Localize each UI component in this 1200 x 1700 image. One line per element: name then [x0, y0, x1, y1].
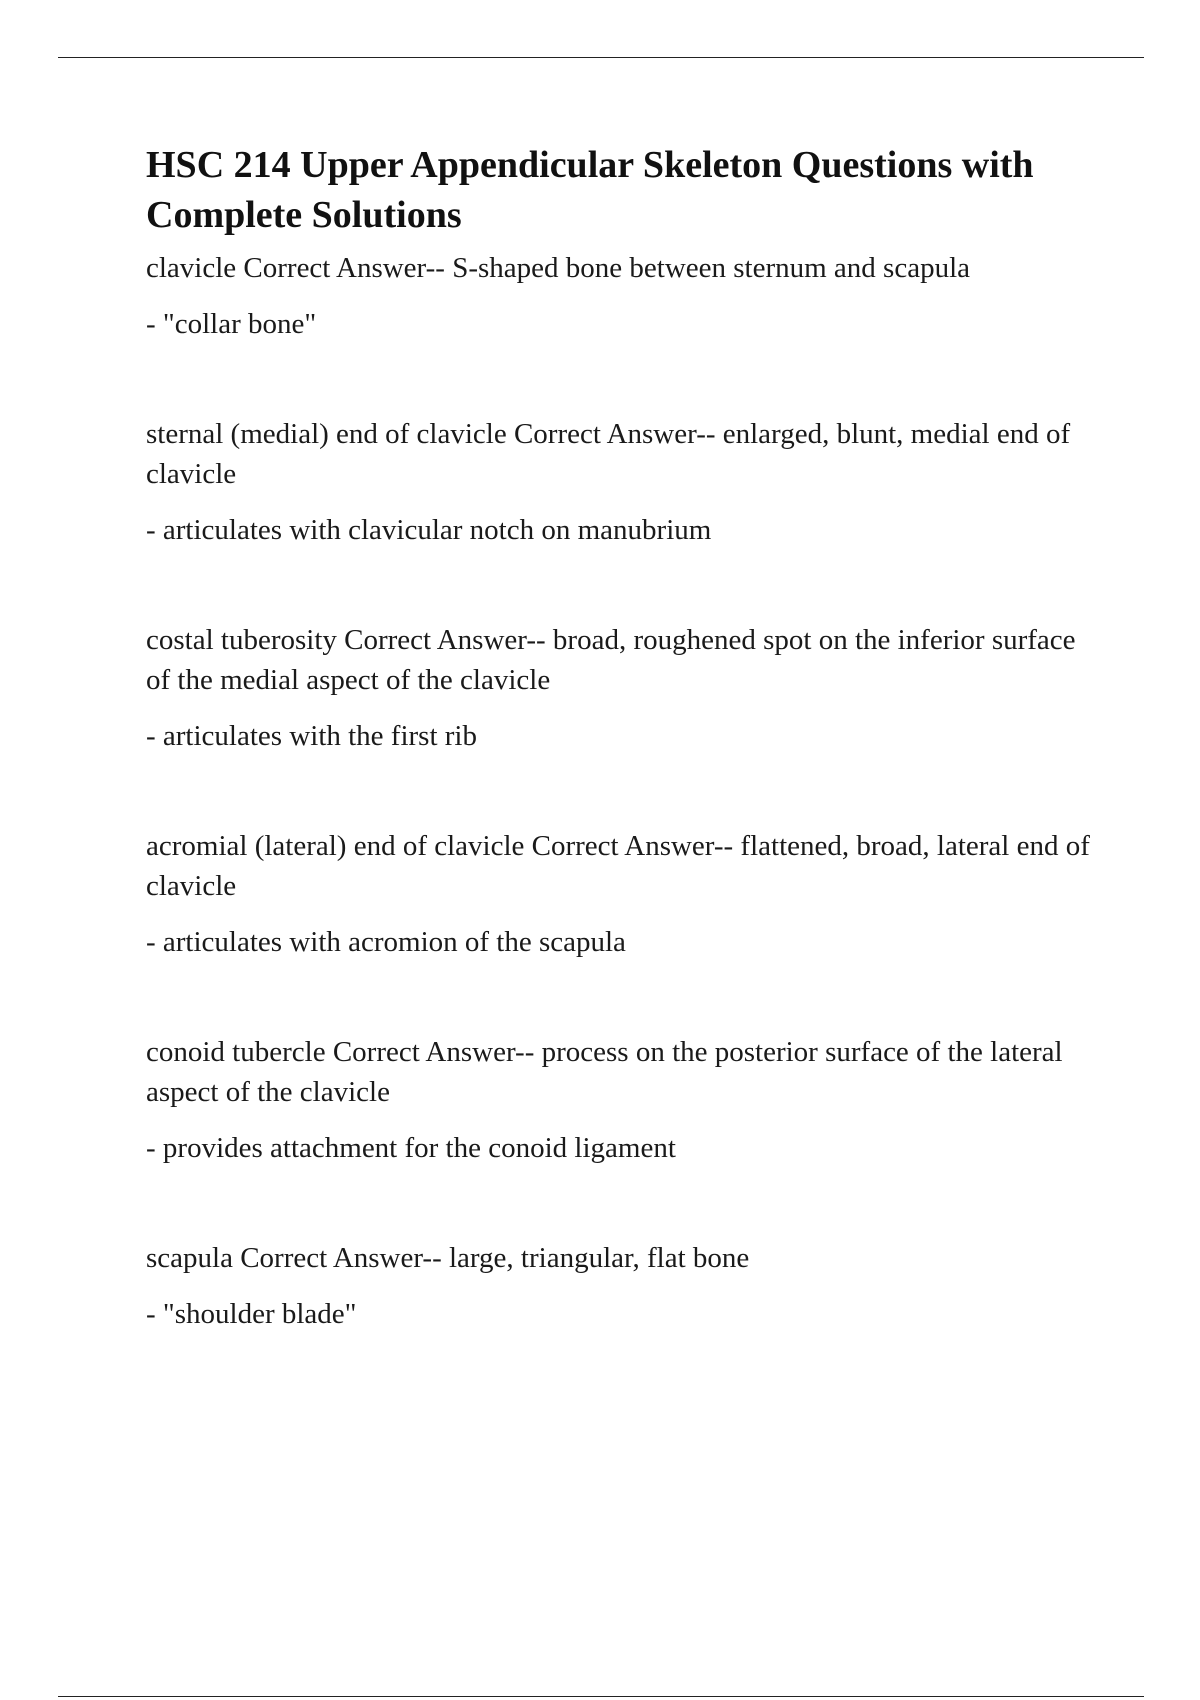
page-title: HSC 214 Upper Appendicular Skeleton Questions with Complete Solutions: [146, 144, 1034, 236]
qa-entry-acromial-end: [146, 826, 1096, 962]
qa-entry-sternal-end: [146, 414, 1096, 550]
qa-entry-clavicle: [146, 248, 1096, 344]
qa-note: - provides attachment for the conoid ligament: [146, 1132, 676, 1164]
qa-note: - articulates with clavicular notch on manubrium: [146, 514, 712, 546]
qa-note: - "collar bone": [146, 308, 317, 340]
qa-entry-costal-tuberosity: [146, 620, 1096, 756]
qa-question: costal tuberosity Correct Answer-- broad, roughened spot on the inferior surface of the medial aspect of the clavicle: [146, 624, 1076, 696]
qa-entry-conoid-tubercle: [146, 1032, 1096, 1168]
qa-question: conoid tubercle Correct Answer-- process on the posterior surface of the lateral aspect of the clavicle: [146, 1036, 1063, 1108]
qa-note: - "shoulder blade": [146, 1298, 357, 1330]
header-rule: [58, 57, 1144, 58]
qa-question: acromial (lateral) end of clavicle Correct Answer-- flattened, broad, lateral end of clavicle: [146, 830, 1090, 902]
qa-question: scapula Correct Answer-- large, triangular, flat bone: [146, 1242, 750, 1274]
qa-note: - articulates with acromion of the scapula: [146, 926, 626, 958]
qa-entry-scapula: [146, 1238, 1096, 1334]
qa-question: sternal (medial) end of clavicle Correct Answer-- enlarged, blunt, medial end of clavicle: [146, 418, 1071, 490]
qa-note: - articulates with the first rib: [146, 720, 477, 752]
document-body: [146, 140, 1096, 1334]
footer-rule: [58, 1696, 1144, 1697]
qa-question: clavicle Correct Answer-- S-shaped bone between sternum and scapula: [146, 252, 971, 284]
